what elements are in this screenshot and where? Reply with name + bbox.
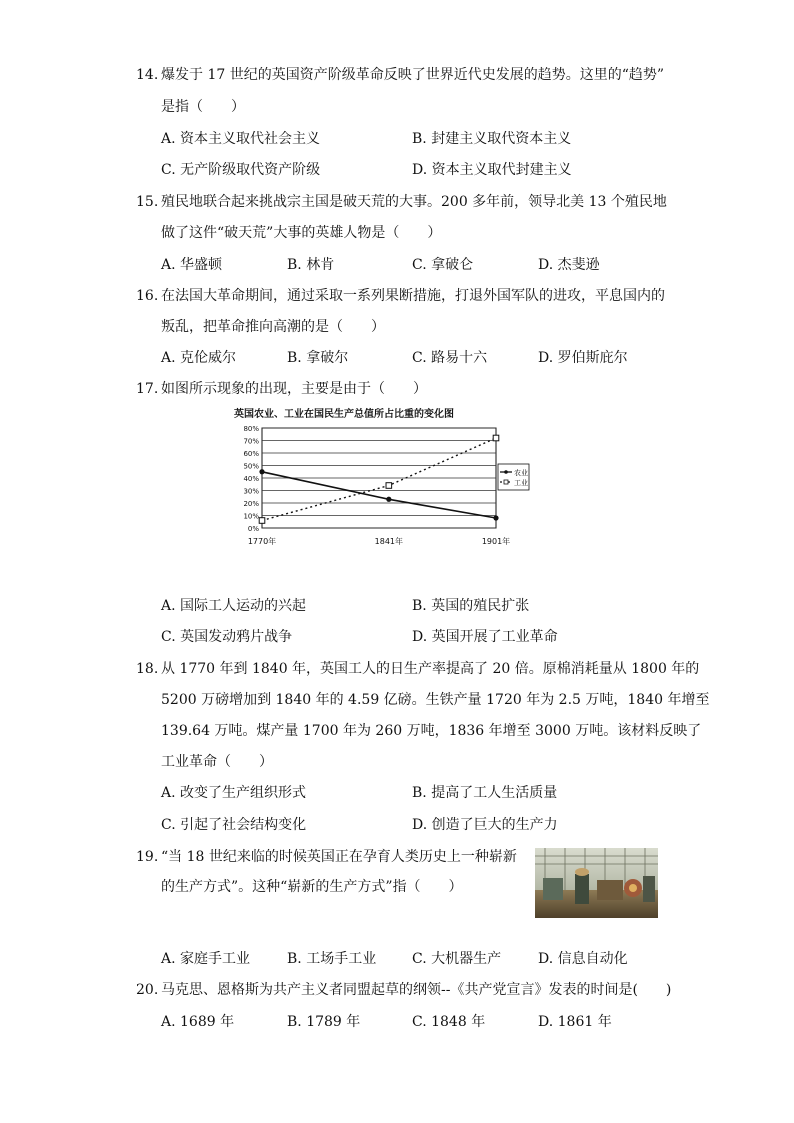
option-b[interactable]: B. 封建主义取代资本主义: [412, 131, 572, 147]
question-number: 15.: [136, 194, 159, 210]
data-point: [386, 497, 391, 502]
question-text: 在法国大革命期间，通过采取一系列果断措施，打退外国军队的进攻，平息国内的: [161, 288, 665, 304]
y-tick-label: 20%: [243, 500, 259, 508]
y-tick-label: 80%: [243, 425, 259, 433]
y-tick-label: 30%: [243, 487, 259, 496]
x-tick-label: 1901年: [481, 537, 511, 546]
legend-label: 农业: [514, 469, 528, 477]
question-number: 18.: [136, 661, 159, 677]
option-d[interactable]: D. 资本主义取代封建主义: [412, 162, 572, 178]
option-d[interactable]: D. 创造了巨大的生产力: [412, 817, 558, 833]
question-text: 如图所示现象的出现，主要是由于（ ）: [161, 381, 427, 397]
data-point: [259, 518, 265, 524]
option-c[interactable]: C. 英国发动鸦片战争: [161, 629, 293, 645]
question-text: 的生产方式”。这种“崭新的生产方式”指（ ）: [161, 879, 463, 895]
option-a[interactable]: A. 家庭手工业: [161, 951, 251, 967]
legend-marker: [504, 470, 508, 474]
option-d[interactable]: D. 杰斐逊: [538, 257, 600, 273]
option-b[interactable]: B. 提高了工人生活质量: [412, 785, 558, 801]
option-d[interactable]: D. 信息自动化: [538, 951, 628, 967]
option-a[interactable]: A. 改变了生产组织形式: [161, 785, 307, 801]
legend-label: 工业: [514, 479, 528, 487]
factory-photo-icon: [535, 848, 658, 918]
question-text: 做了这件“破天荒”大事的英雄人物是（ ）: [161, 225, 442, 241]
question-text: 马克思、恩格斯为共产主义者同盟起草的纲领--《共产党宣言》发表的时间是( ): [161, 982, 672, 998]
y-tick-label: 60%: [243, 450, 259, 458]
option-c[interactable]: C. 无产阶级取代资产阶级: [161, 162, 321, 178]
question-text: 殖民地联合起来挑战宗主国是破天荒的大事。200 多年前，领导北美 13 个殖民地: [161, 194, 667, 210]
option-a[interactable]: A. 克伦威尔: [161, 350, 237, 366]
option-a[interactable]: A. 华盛顿: [161, 257, 223, 273]
option-a[interactable]: A. 国际工人运动的兴起: [161, 598, 307, 614]
option-d[interactable]: D. 英国开展了工业革命: [412, 629, 558, 645]
legend-marker: [504, 480, 508, 484]
option-c[interactable]: C. 路易十六: [412, 350, 488, 366]
question-text: 爆发于 17 世纪的英国资产阶级革命反映了世界近代史发展的趋势。这里的“趋势”: [161, 67, 665, 83]
question-text: 从 1770 年到 1840 年，英国工人的日生产率提高了 20 倍。原棉消耗量从 1800 年的: [161, 661, 700, 677]
question-text: 工业革命（ ）: [161, 754, 273, 770]
option-c[interactable]: C. 拿破仑: [412, 257, 474, 273]
option-c[interactable]: C. 1848 年: [412, 1014, 486, 1030]
option-a[interactable]: A. 资本主义取代社会主义: [161, 131, 321, 147]
question-text: 5200 万磅增加到 1840 年的 4.59 亿磅。生铁产量 1720 年为 2.5 万吨，1840 年增至: [161, 692, 710, 708]
option-b[interactable]: B. 工场手工业: [287, 951, 377, 967]
y-tick-label: 50%: [243, 462, 259, 471]
option-a[interactable]: A. 1689 年: [161, 1014, 235, 1030]
question-text: 139.64 万吨。煤产量 1700 年为 260 万吨，1836 年增至 3000 万吨。该材料反映了: [161, 723, 702, 739]
option-b[interactable]: B. 拿破尔: [287, 350, 349, 366]
option-b[interactable]: B. 英国的殖民扩张: [412, 598, 530, 614]
question-number: 20.: [136, 982, 159, 998]
option-d[interactable]: D. 罗伯斯庇尔: [538, 350, 628, 366]
question-text: 是指（ ）: [161, 99, 245, 115]
chart-title: 英国农业、工业在国民生产总值所占比重的变化图: [234, 409, 454, 420]
x-tick-label: 1770年: [247, 537, 277, 546]
data-point: [493, 435, 499, 441]
question-text: “当 18 世纪来临的时候英国正在孕育人类历史上一种崭新: [161, 849, 517, 865]
data-point: [259, 469, 264, 474]
data-point: [386, 483, 392, 489]
question-number: 16.: [136, 288, 159, 304]
y-tick-label: 0%: [247, 525, 259, 533]
option-c[interactable]: C. 引起了社会结构变化: [161, 817, 307, 833]
option-c[interactable]: C. 大机器生产: [412, 951, 502, 967]
question-number: 14.: [136, 67, 159, 83]
option-d[interactable]: D. 1861 年: [538, 1014, 612, 1030]
question-number: 19.: [136, 849, 159, 865]
question-number: 17.: [136, 381, 159, 397]
question-text: 叛乱，把革命推向高潮的是（ ）: [161, 319, 385, 335]
y-tick-label: 40%: [243, 475, 259, 483]
line-chart: [230, 404, 530, 556]
option-b[interactable]: B. 1789 年: [287, 1014, 361, 1030]
option-b[interactable]: B. 林肯: [287, 257, 335, 273]
data-point: [493, 515, 498, 520]
y-tick-label: 10%: [243, 512, 259, 521]
x-tick-label: 1841年: [374, 537, 404, 546]
y-tick-label: 70%: [243, 437, 259, 446]
